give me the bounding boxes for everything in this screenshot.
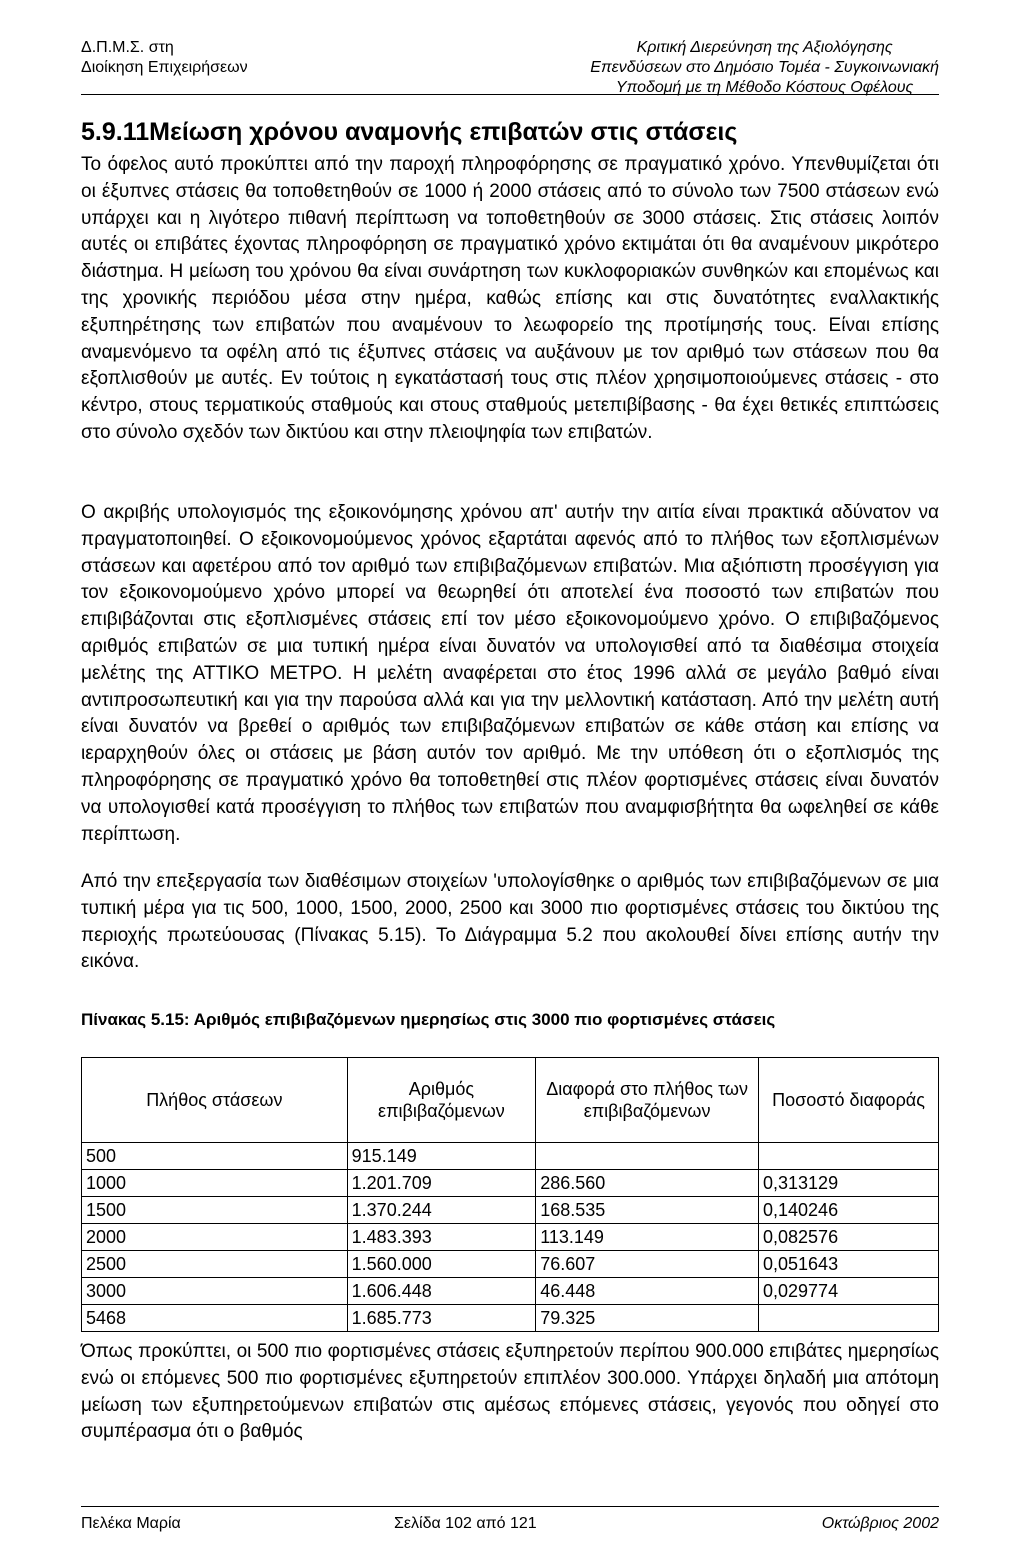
cell-boardings: 1.370.244 <box>347 1197 536 1224</box>
cell-difference: 46.448 <box>536 1278 759 1305</box>
footer-author: Πελέκα Μαρία <box>81 1515 181 1532</box>
header-left <box>81 38 248 78</box>
col-header-percent: Ποσοστό διαφοράς <box>759 1058 939 1143</box>
cell-boardings: 1.685.773 <box>347 1305 536 1332</box>
section-title: 5.9.11Μείωση χρόνου αναμονής επιβατών στις στάσεις <box>81 118 738 146</box>
table-row <box>82 1251 939 1278</box>
cell-boardings: 1.606.448 <box>347 1278 536 1305</box>
col-header-stops: Πλήθος στάσεων <box>82 1058 348 1143</box>
table-row <box>82 1224 939 1251</box>
paragraph-3: Από την επεξεργασία των διαθέσιμων στοιχείων 'υπολογίσθηκε ο αριθμός των επιβιβαζόμενων σε μια τυπική μέρα για τις 500, 1000, 1500, 2000, 2500 και 3000 πιο φορτισμένες στάσεις του δικτύου της περιοχής πρωτεύουσας (Πίνακας 5.15). Το Διάγραμμα 5.2 που ακολουθεί δίνει επίσης αυτήν την εικόνα. <box>81 871 939 973</box>
cell-percent: 0,082576 <box>759 1224 939 1251</box>
table-row <box>82 1197 939 1224</box>
boardings-table <box>81 1057 939 1332</box>
cell-stops: 2500 <box>82 1251 348 1278</box>
cell-difference: 113.149 <box>536 1224 759 1251</box>
cell-stops: 5468 <box>82 1305 348 1332</box>
page-footer <box>81 1515 939 1539</box>
header-left-line2: Διοίκηση Επιχειρήσεων <box>81 59 248 76</box>
footer-date: Οκτώβριος 2002 <box>821 1515 939 1532</box>
cell-percent: 0,051643 <box>759 1251 939 1278</box>
cell-stops: 1000 <box>82 1170 348 1197</box>
cell-percent: 0,029774 <box>759 1278 939 1305</box>
cell-difference: 79.325 <box>536 1305 759 1332</box>
cell-stops: 500 <box>82 1143 348 1170</box>
cell-boardings: 1.560.000 <box>347 1251 536 1278</box>
footer-divider <box>81 1506 939 1507</box>
cell-difference: 168.535 <box>536 1197 759 1224</box>
paragraph-1: Το όφελος αυτό προκύπτει από την παροχή πληροφόρησης σε πραγματικό χρόνο. Υπενθυμίζεται ότι οι έξυπνες στάσεις θα τοποθετηθούν σε 1000 ή 2000 στάσεις από το σύνολο των 7500 στάσεων ενώ υπάρχει και η λιγότερο πιθανή περίπτωση να τοποθετηθούν σε 3000 στάσεις. Στις στάσεις λοιπόν αυτές οι επιβάτες έχοντας πληροφόρηση σε πραγματικό χρόνο εκτιμάται ότι θα αναμένουν μικρότερο διάστημα. Η μείωση του χρόνου θα είναι συνάρτηση των κυκλοφοριακών συνθηκών και επομένως και της χρονικής περιόδου μέσα στην ημέρα, καθώς επίσης και στις δυνατότητες εναλλακτικής εξυπηρέτησης των επιβατών που αναμένουν το λεωφορείο της προτίμησής τους. Είναι επίσης αναμενόμενο τα οφέλη από τις έξυπνες στάσεις να αυξάνουν με τον αριθμό των στάσεων που θα εξοπλισθούν με αυτές. Εν τούτοις η εγκατάστασή τους στις πλέον χρησιμοποιούμενες στάσεις - στο κέντρο, στους τερματικούς σταθμούς και στους σταθμούς μετεπιβίβασης - θα έχει θετικές επιπτώσεις στο σύνολο σχεδόν των δικτύου και στην πλειοψηφία των επιβατών. <box>81 154 939 443</box>
table-row <box>82 1170 939 1197</box>
header-right-line3: Υποδομή με τη Μέθοδο Κόστους Οφέλους <box>615 79 914 96</box>
cell-percent <box>759 1143 939 1170</box>
header-left-line1: Δ.Π.Μ.Σ. στη <box>81 39 174 56</box>
table-row <box>82 1305 939 1332</box>
cell-stops: 2000 <box>82 1224 348 1251</box>
table-header-row <box>82 1058 939 1143</box>
cell-percent: 0,140246 <box>759 1197 939 1224</box>
paragraph-2: Ο ακριβής υπολογισμός της εξοικονόμησης χρόνου απ' αυτήν την αιτία είναι πρακτικά αδύνατον να πραγματοποιηθεί. Ο εξοικονομούμενος χρόνος εξαρτάται αφενός από το πλήθος των εξοπλισμένων στάσεων και αφετέρου από τον αριθμό των επιβιβαζόμενων επιβατών. Μια αξιόπιστη προσέγγιση για τον εξοικονομούμενο χρόνο μπορεί να θεωρηθεί ότι αποτελεί ένα ποσοστό των επιβατών που επιβιβάζονται στις εξοπλισμένες στάσεις επί τον μέσο εξοικονομούμενο χρόνο. Ο επιβιβαζόμενος αριθμός επιβατών σε μια τυπική ημέρα είναι δυνατόν να υπολογισθεί από τα διαθέσιμα στοιχεία μελέτης της ΑΤΤΙΚΟ ΜΕΤΡΟ. Η μελέτη αναφέρεται στο έτος 1996 αλλά σε μεγάλο βαθμό είναι αντιπροσωπευτική και για την παρούσα αλλά και για την μελλοντική κατάσταση. Από την μελέτη αυτή είναι δυνατόν να βρεθεί ο αριθμός των επιβιβαζόμενων επιβατών σε κάθε στάση και επίσης να ιεραρχηθούν όλες οι στάσεις με βάση αυτόν τον αριθμό. Με την υπόθεση ότι ο εξοπλισμός της πληροφόρησης σε πραγματικό χρόνο θα τοποθετηθεί στις πλέον φορτισμένες στάσεις είναι δυνατόν να υπολογισθεί κατά προσέγγιση το πλήθος των επιβατών που αναμφισβήτητα θα ωφεληθεί σε κάθε περίπτωση. <box>81 502 939 845</box>
cell-percent: 0,313129 <box>759 1170 939 1197</box>
footer-page-number: Σελίδα 102 από 121 <box>394 1515 537 1532</box>
paragraph-4: Όπως προκύπτει, οι 500 πιο φορτισμένες στάσεις εξυπηρετούν περίπου 900.000 επιβάτες ημερησίως ενώ οι επόμενες 500 πιο φορτισμένες εξυπηρετούν επιπλέον 300.000. Υπάρχει δηλαδή μια απότομη μείωση των εξυπηρετούμενων επιβατών στις αμέσως επόμενες στάσεις, γεγονός που οδηγεί στο συμπέρασμα ότι ο βαθμός <box>81 1341 939 1443</box>
header-divider <box>81 94 939 95</box>
cell-percent <box>759 1305 939 1332</box>
header-right-line2: Επενδύσεων στο Δημόσιο Τομέα - Συγκοινωνιακή <box>590 59 939 76</box>
header-right <box>590 38 939 98</box>
table-row <box>82 1143 939 1170</box>
cell-boardings: 915.149 <box>347 1143 536 1170</box>
table-caption: Πίνακας 5.15: Αριθμός επιβιβαζόμενων ημερησίως στις 3000 πιο φορτισμένες στάσεις <box>81 1010 776 1029</box>
col-header-boardings: Αριθμός επιβιβαζόμενων <box>347 1058 536 1143</box>
cell-stops: 1500 <box>82 1197 348 1224</box>
cell-difference <box>536 1143 759 1170</box>
cell-boardings: 1.201.709 <box>347 1170 536 1197</box>
header-right-line1: Κριτική Διερεύνηση της Αξιολόγησης <box>636 39 893 56</box>
table-row <box>82 1278 939 1305</box>
col-header-difference: Διαφορά στο πλήθος των επιβιβαζόμενων <box>536 1058 759 1143</box>
cell-difference: 286.560 <box>536 1170 759 1197</box>
cell-boardings: 1.483.393 <box>347 1224 536 1251</box>
cell-difference: 76.607 <box>536 1251 759 1278</box>
page-header <box>81 38 939 100</box>
cell-stops: 3000 <box>82 1278 348 1305</box>
